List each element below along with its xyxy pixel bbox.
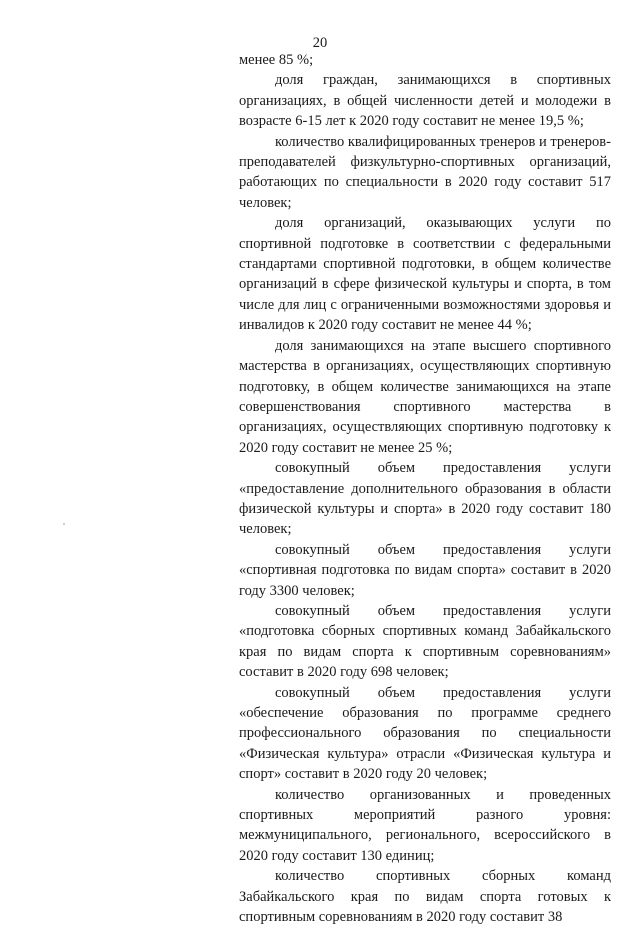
scan-speck — [63, 523, 65, 525]
paragraph-share-sport-organizations: доля граждан, занимающихся в спортивных организациях, в общей численности детей и молодежи в возрасте 6-15 лет к 2020 году составит не менее 19,5 %; — [239, 72, 611, 130]
paragraph-sport-events-count: количество организованных и проведенных спортивных мероприятий разного уровня: межмуниципального, регионального, всероссийского в 2020 году составит 130 единиц; — [239, 786, 611, 864]
paragraph-service-vocational-education: совокупный объем предоставления услуги «обеспечение образования по программе среднего профессионального образования по специальности «Физическая культура» отрасли «Физическая культура и спорт» составит в 2020 году 20 человек; — [239, 684, 611, 783]
paragraph-service-sport-training: совокупный объем предоставления услуги «спортивная подготовка по видам спорта» составит в 2020 году 3300 человек; — [239, 541, 611, 599]
paragraph-qualified-coaches: количество квалифицированных тренеров и тренеров-преподавателей физкультурно-спортивных организаций, работающих по специальности в 2020 году составит 517 человек; — [239, 133, 611, 211]
paragraph-service-additional-education: совокупный объем предоставления услуги «предоставление дополнительного образования в области физической культуры и спорта» в 2020 году составит 180 человек; — [239, 460, 611, 538]
paragraph-share-organizations-standards: доля организаций, оказывающих услуги по спортивной подготовке в соответствии с федеральными стандартами спортивной подготовки, в общем количестве организаций в сфере физической культуры и спорта, в том числе для лиц с ограниченными возможностями здоровья и инвалидов к 2020 году составит не менее 44 %; — [239, 215, 611, 334]
document-body — [239, 50, 611, 927]
paragraph-share-higher-mastery: доля занимающихся на этапе высшего спортивного мастерства в организациях, осуществляющих спортивную подготовку, в общем количестве занимающихся на этапе совершенствования спортивного мастерства в организациях, осуществляющих спортивную подготовку к 2020 году составит не менее 25 %; — [239, 337, 611, 456]
paragraph-continuation: менее 85 %; — [239, 52, 314, 68]
page-number: 20 — [312, 35, 328, 51]
paragraph-teams-ready-count: количество спортивных сборных команд Забайкальского края по видам спорта готовых к спортивным соревнованиям в 2020 году составит 38 — [239, 868, 611, 926]
paragraph-service-national-teams: совокупный объем предоставления услуги «подготовка сборных спортивных команд Забайкальского края по видам спорта к спортивным соревнованиям» составит в 2020 году 698 человек; — [239, 602, 611, 681]
